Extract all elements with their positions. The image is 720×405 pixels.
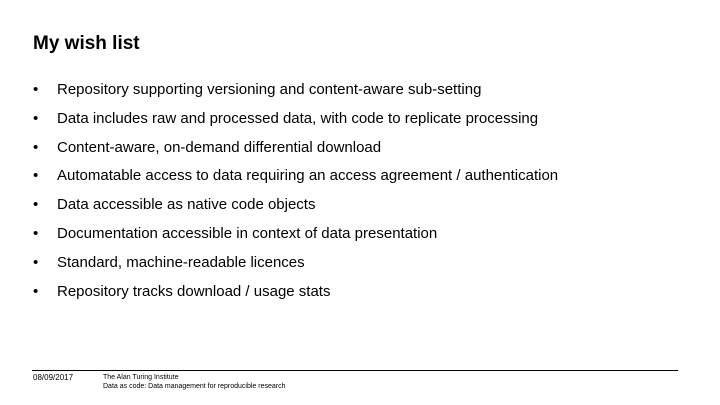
footer-divider bbox=[32, 370, 678, 371]
bullet-text: Content-aware, on-demand differential download bbox=[57, 138, 382, 156]
bullet-text: Documentation accessible in context of data presentation bbox=[57, 224, 438, 242]
bullet-dot-icon: • bbox=[33, 282, 39, 300]
footer-subtitle: Data as code: Data management for reproducible research bbox=[103, 383, 286, 390]
bullet-dot-icon: • bbox=[33, 109, 39, 127]
footer-organization: The Alan Turing Institute bbox=[103, 374, 179, 381]
bullet-text: Repository supporting versioning and content-aware sub-setting bbox=[57, 81, 482, 98]
bullet-dot-icon: • bbox=[33, 81, 39, 98]
bullet-text: Data accessible as native code objects bbox=[57, 196, 316, 214]
bullet-dot-icon: • bbox=[33, 167, 39, 185]
bullet-dot-icon: • bbox=[33, 224, 39, 242]
footer-date: 08/09/2017 bbox=[33, 373, 74, 382]
bullet-text: Data includes raw and processed data, with code to replicate processing bbox=[57, 109, 539, 127]
slide-title: My wish list bbox=[33, 33, 140, 54]
bullet-dot-icon: • bbox=[33, 196, 39, 214]
bullet-text: Automatable access to data requiring an access agreement / authentication bbox=[57, 167, 559, 185]
bullet-text: Repository tracks download / usage stats bbox=[57, 282, 331, 300]
bullet-dot-icon: • bbox=[33, 138, 39, 156]
bullet-text: Standard, machine-readable licences bbox=[57, 253, 305, 271]
bullet-dot-icon: • bbox=[33, 253, 39, 271]
